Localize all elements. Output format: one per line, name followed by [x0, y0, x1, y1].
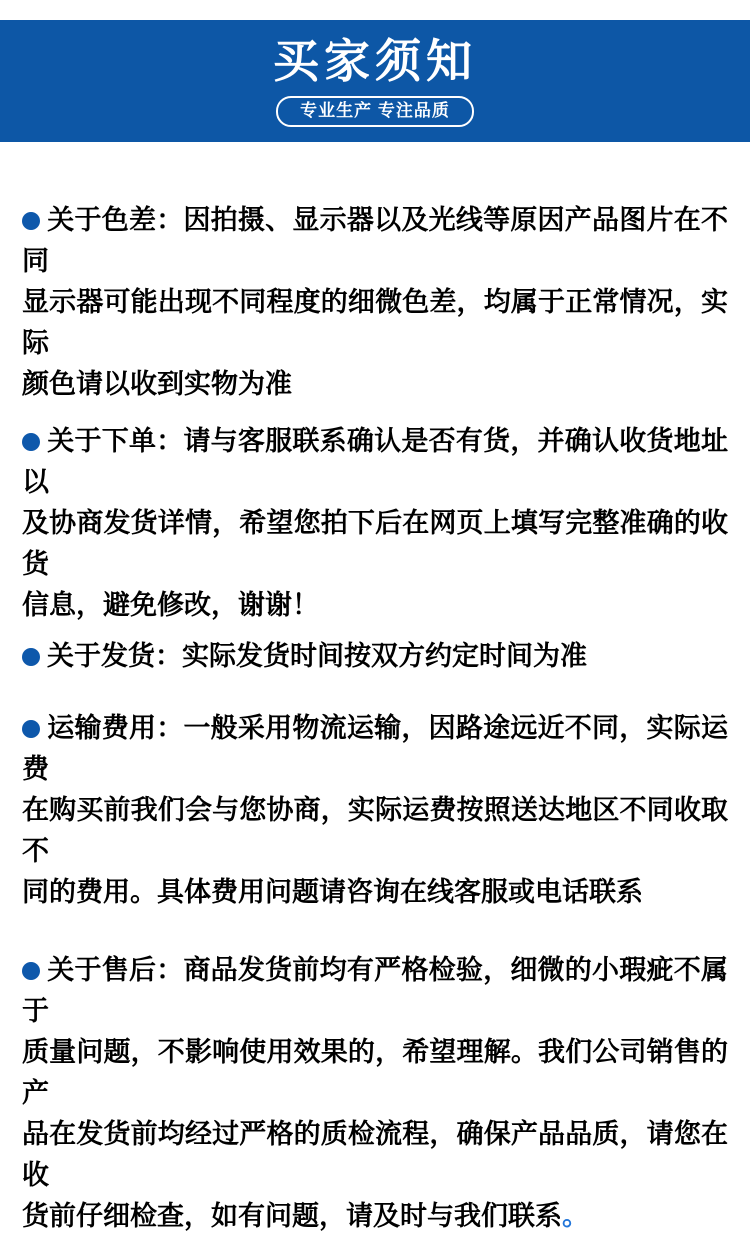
notice-line: 信息，避免修改，谢谢！ [22, 590, 319, 620]
header-banner [0, 20, 750, 142]
notice-text: 关于色差：因拍摄、显示器以及光线等原因产品图片在不同 [22, 205, 728, 276]
notice-text: 关于下单：请与客服联系确认是否有货，并确认收货地址以 [22, 426, 728, 497]
bullet-icon [22, 720, 40, 738]
notice-line: 颜色请以收到实物为准 [22, 369, 292, 399]
notice-line [22, 708, 728, 790]
notice-line: 及协商发货详情，希望您拍下后在网页上填写完整准确的收货 [22, 508, 728, 579]
notice-text: 运输费用：一般采用物流运输，因路途远近不同，实际运费 [22, 713, 728, 784]
notice-line [22, 950, 728, 1032]
notice-line: 质量问题，不影响使用效果的，希望理解。我们公司销售的产 [22, 1037, 728, 1108]
notice-line: 在购买前我们会与您协商，实际运费按照送达地区不同收取不 [22, 795, 728, 866]
notice-after-sales [22, 950, 728, 1237]
notice-ordering [22, 421, 728, 626]
bullet-icon [22, 212, 40, 230]
notice-shipping [22, 636, 728, 677]
notice-color-difference [22, 200, 728, 405]
bullet-icon [22, 433, 40, 451]
bullet-icon [22, 648, 40, 666]
notice-freight [22, 708, 728, 913]
tagline-badge: 专业生产 专注品质 [276, 96, 474, 127]
notice-line: 显示器可能出现不同程度的细微色差，均属于正常情况，实际 [22, 287, 728, 358]
notice-text: 关于售后：商品发货前均有严格检验，细微的小瑕疵不属于 [22, 955, 728, 1026]
notice-line [22, 1196, 728, 1237]
notice-line: 品在发货前均经过严格的质检流程，确保产品品质，请您在收 [22, 1119, 728, 1190]
notice-text: 货前仔细检查，如有问题，请及时与我们联系 [22, 1201, 562, 1231]
notice-list [0, 200, 750, 1237]
bullet-icon [22, 962, 40, 980]
blue-period: 。 [562, 1201, 589, 1231]
notice-line [22, 200, 728, 282]
page-title: 买家须知 [273, 34, 477, 87]
notice-line [22, 636, 728, 677]
notice-line: 同的费用。具体费用问题请咨询在线客服或电话联系 [22, 877, 643, 907]
notice-line [22, 421, 728, 503]
notice-text: 关于发货：实际发货时间按双方约定时间为准 [47, 641, 587, 671]
